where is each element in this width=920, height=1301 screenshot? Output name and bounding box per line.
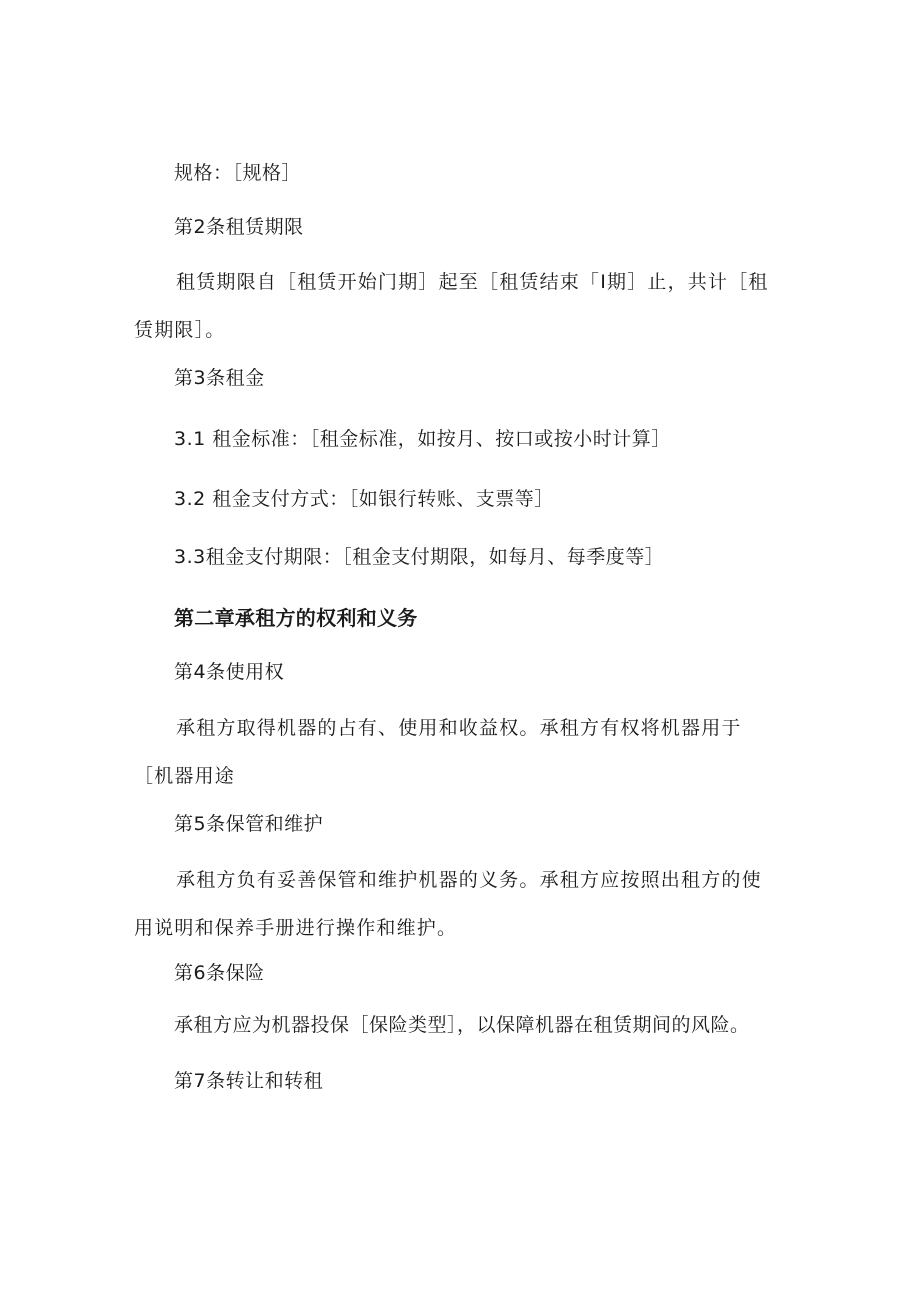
article-6-body: 承租方应为机器投保［保险类型］，以保障机器在租赁期间的风险。 bbox=[174, 1014, 750, 1036]
article-5-title: 第5条保管和维护 bbox=[174, 813, 324, 835]
article-2-title: 第2条租赁期限 bbox=[174, 216, 304, 238]
chapter-2-title: 第二章承租方的权利和义务 bbox=[174, 606, 418, 630]
article-5-body: 承租方负有妥善保管和维护机器的义务。承租方应按照出租方的使用说明和保养手册进行操作和维护。 bbox=[134, 869, 762, 939]
article-2-body: 租赁期限自［租赁开始门期］起至［租赁结束「I期］止，共计［租赁期限］。 bbox=[134, 271, 769, 341]
article-3-title: 第3条租金 bbox=[174, 367, 265, 389]
article-3-2: 3.2 租金支付方式：［如银行转账、支票等］ bbox=[174, 488, 554, 510]
spec-line: 规格：［规格］ bbox=[174, 162, 302, 184]
article-4-body: 承租方取得机器的占有、使用和收益权。承租方有权将机器用于［机器用途 bbox=[134, 717, 742, 787]
article-3-1: 3.1 租金标准：［租金标准，如按月、按口或按小时计算］ bbox=[174, 428, 671, 450]
article-4-title: 第4条使用权 bbox=[174, 661, 285, 683]
article-3-3: 3.3租金支付期限：［租金支付期限，如每月、每季度等］ bbox=[174, 546, 665, 568]
article-6-title: 第6条保险 bbox=[174, 962, 265, 984]
article-7-title: 第7条转让和转租 bbox=[174, 1070, 324, 1092]
